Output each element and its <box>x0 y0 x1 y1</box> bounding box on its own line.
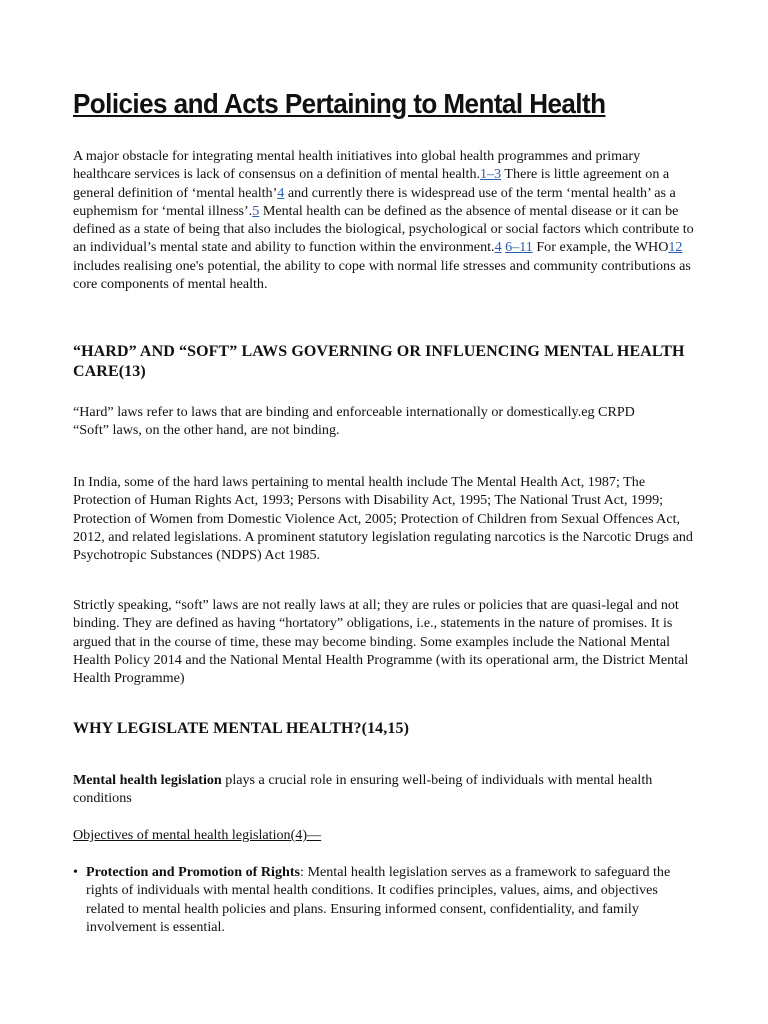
legislation-role-text: plays a crucial role in ensuring well-being of individuals with mental health conditions <box>73 772 653 807</box>
intro-paragraph <box>73 147 698 293</box>
list-item-rest: : Mental health legislation serves as a framework to safeguard the rights of individuals with mental health conditions. It codifies principles, values, aims, and objectives related to mental health policies and plans. Ensuring informed consent, confidentiality, and family involvement is essential. <box>86 864 671 935</box>
citation-link[interactable]: 4 <box>277 184 285 201</box>
intro-text: For example, the WHO <box>532 239 669 256</box>
section-heading-why-legislate: WHY LEGISLATE MENTAL HEALTH?(14,15) <box>73 720 410 737</box>
bullet-icon: • <box>73 864 78 880</box>
intro-text: includes realising one's potential, the ability to cope with normal life stresses and community contributions as core components of mental health. <box>73 257 691 293</box>
citation-link[interactable]: 12 <box>668 239 683 256</box>
intro-text: A major obstacle for integrating mental health initiatives into global health programmes and primary healthcare services is lack of consensus on a definition of mental health. <box>73 148 641 183</box>
hard-laws-line: “Hard” laws refer to laws that are binding and enforceable internationally or domestically.eg CRPD <box>73 404 635 420</box>
page-title: Policies and Acts Pertaining to Mental Health <box>73 88 606 119</box>
intro-text: Mental health can be defined as the absence of mental disease or it can be defined as a state of being that also includes the biological, psychological or social factors which contribute to an individual’s mental state and ability to function within the environment. <box>73 202 694 256</box>
intro-text: and currently there is widespread use of the term ‘mental health’ as a euphemism for ‘mental illness’. <box>73 184 676 219</box>
list-item-text <box>73 863 698 936</box>
legislation-bold-term: Mental health legislation <box>73 772 222 788</box>
india-laws-paragraph: In India, some of the hard laws pertaining to mental health include The Mental Health Act, 1987; The Protection of Human Rights Act, 1993; Persons with Disability Act, 1995; The National Trust Act, 1999; Protection of Women from Domestic Violence Act, 2005; Protection of Children from Sexual Offences Act, 2012, and related legislations. A prominent statutory legislation regulating narcotics is the Narcotic Drugs and Psychotropic Substances (NDPS) Act 1985. <box>73 474 693 564</box>
citation-link[interactable]: 4 <box>494 239 502 256</box>
list-item <box>73 863 698 936</box>
soft-laws-paragraph: Strictly speaking, “soft” laws are not really laws at all; they are rules or policies that are quasi-legal and not binding. They are defined as having “hortatory” obligations, i.e., statements in the nature of promises. It is argued that in the course of time, these may become binding. Some examples include the National Mental Health Policy 2014 and the National Mental Health Programme (with its operational arm, the District Mental Health Programme) <box>73 597 689 687</box>
hard-laws-paragraph <box>73 403 698 440</box>
list-item-bold: Protection and Promotion of Rights <box>86 864 301 880</box>
citation-link[interactable]: 1–3 <box>480 166 502 183</box>
intro-text: There is little agreement on a general definition of ‘mental health’ <box>73 166 670 201</box>
citation-link[interactable]: 5 <box>252 202 260 219</box>
section-heading-hard-soft-laws: “HARD” AND “SOFT” LAWS GOVERNING OR INFLUENCING MENTAL HEALTH CARE(13) <box>73 343 685 380</box>
citation-link[interactable]: 6–11 <box>505 239 533 256</box>
soft-laws-line: “Soft” laws, on the other hand, are not binding. <box>73 422 340 439</box>
objectives-heading: Objectives of mental health legislation(4)— <box>73 827 322 843</box>
legislation-role-paragraph <box>73 771 698 808</box>
